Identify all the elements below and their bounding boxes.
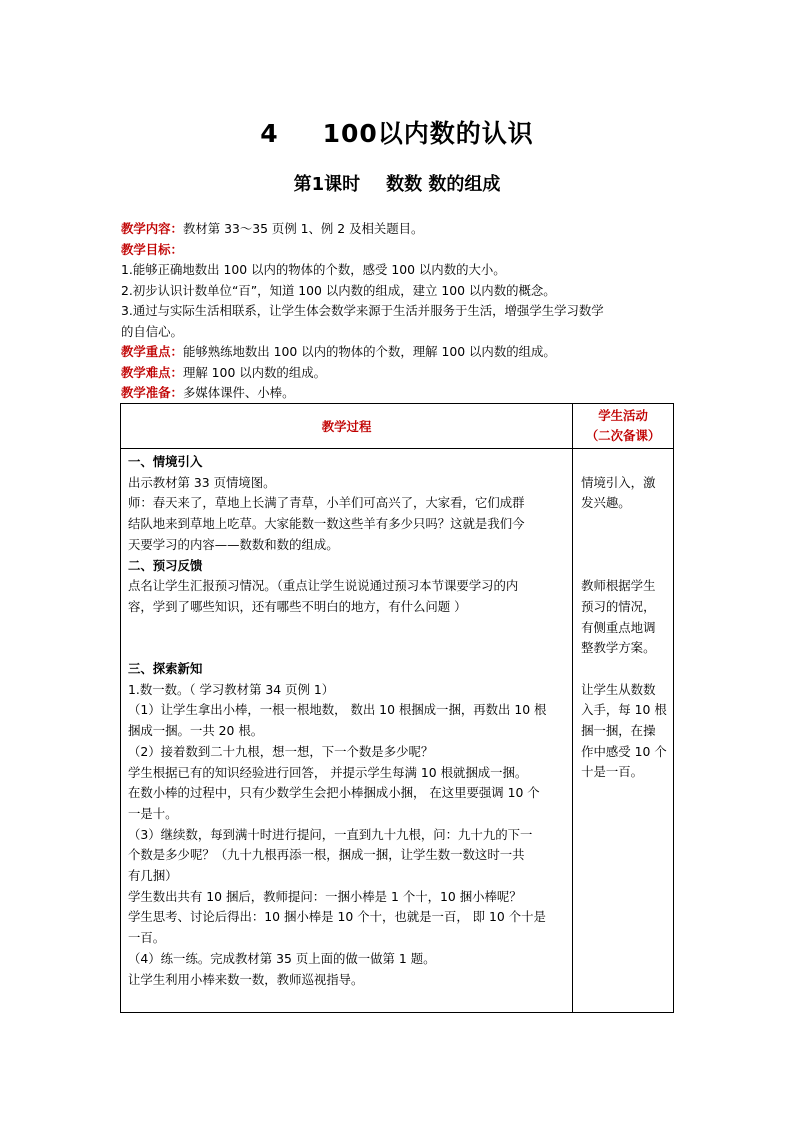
process-line: 有几捆） bbox=[128, 868, 178, 884]
process-line: 一是十。 bbox=[128, 805, 178, 821]
key-label: 教学重点： bbox=[121, 344, 183, 359]
goals-line bbox=[121, 240, 677, 261]
header-activity bbox=[573, 404, 674, 449]
process-line: 学生数出共有 10 捆后，教师提问：一捆小棒是 1 个十，10 捆小棒呢？ bbox=[128, 888, 522, 904]
activity-line: 入手，每 10 根 bbox=[581, 702, 667, 718]
goal-item: 2.初步认识计数单位“百”，知道 100 以内数的组成，建立 100 以内数的概念。 bbox=[121, 282, 556, 298]
section-title: 一、情境引入 bbox=[128, 454, 203, 469]
goals-label: 教学目标： bbox=[121, 241, 183, 257]
process-line: （1）让学生拿出小棒，一根一根地数， 数出 10 根捆成一捆，再数出 10 根 bbox=[128, 702, 547, 718]
difficulty-text: 理解 100 以内数的组成。 bbox=[182, 364, 326, 380]
prep-line bbox=[121, 383, 677, 404]
lesson-table bbox=[120, 403, 674, 1013]
process-line: 容，学到了哪些知识，还有哪些不明白的地方，有什么问题 ） bbox=[128, 598, 467, 614]
activity-line: 发兴趣。 bbox=[581, 495, 631, 511]
goal-item: 的自信心。 bbox=[121, 323, 183, 339]
lesson-subtitle bbox=[0, 170, 794, 196]
page-title bbox=[0, 114, 794, 150]
activity-line: 情境引入，激 bbox=[581, 474, 656, 490]
activity-line: 捆一捆，在操 bbox=[581, 723, 656, 739]
header-process: 教学过程 bbox=[121, 404, 573, 449]
activity-line: 整教学方案。 bbox=[581, 640, 656, 656]
prep-text: 多媒体课件、小棒。 bbox=[182, 385, 295, 400]
table-header-row bbox=[121, 404, 674, 449]
header-activity-note: （二次备课） bbox=[585, 428, 661, 443]
activity-line: 预习的情况， bbox=[581, 598, 656, 614]
chapter-title: 100以内数的认识 bbox=[322, 119, 534, 148]
process-line: （3）继续数，每到满十时进行提问，一直到九十九根，问：九十九的下一 bbox=[128, 826, 533, 842]
difficulty-line bbox=[121, 363, 677, 384]
activity-cell bbox=[573, 449, 674, 1013]
activity-line: 作中感受 10 个 bbox=[581, 743, 667, 759]
prep-label: 教学准备： bbox=[121, 385, 183, 400]
process-line: 1.数一数。（ 学习教材第 34 页例 1） bbox=[128, 681, 335, 697]
lesson-number: 第1课时 bbox=[293, 174, 361, 195]
process-line: 让学生利用小棒来数一数，教师巡视指导。 bbox=[128, 971, 364, 987]
process-line: 师：春天来了，草地上长满了青草，小羊们可高兴了，大家看，它们成群 bbox=[128, 495, 525, 511]
process-line: 天要学习的内容——数数和数的组成。 bbox=[128, 536, 339, 552]
key-text: 能够熟练地数出 100 以内的物体的个数，理解 100 以内数的组成。 bbox=[182, 344, 556, 359]
process-line: （4）练一练。完成教材第 35 页上面的做一做第 1 题。 bbox=[128, 950, 436, 966]
process-line: 出示教材第 33 页情境图。 bbox=[128, 474, 276, 490]
table-body-row bbox=[121, 449, 674, 1013]
content-label: 教学内容： bbox=[121, 221, 183, 236]
goal-item: 3.通过与实际生活相联系，让学生体会数学来源于生活并服务于生活，增强学生学习数学 bbox=[121, 303, 604, 318]
process-line: 学生思考、讨论后得出：10 捆小棒是 10 个十，也就是一百， 即 10 个十是 bbox=[128, 909, 546, 925]
content-line bbox=[121, 219, 677, 240]
section-title: 三、探索新知 bbox=[128, 661, 203, 676]
difficulty-label: 教学难点： bbox=[121, 364, 183, 380]
process-line: 捆成一捆。一共 20 根。 bbox=[128, 723, 264, 739]
activity-line: 教师根据学生 bbox=[581, 578, 656, 594]
process-line: 结队地来到草地上吃草。大家能数一数这些羊有多少只吗？这就是我们今 bbox=[128, 516, 525, 532]
process-line: 个数是多少呢？（九十九根再添一根，捆成一捆，让学生数一数这时一共 bbox=[128, 847, 525, 863]
section-title: 二、预习反馈 bbox=[128, 557, 203, 573]
header-activity-title: 学生活动 bbox=[598, 408, 648, 423]
process-cell bbox=[121, 449, 573, 1013]
activity-line: 让学生从数数 bbox=[581, 681, 656, 697]
chapter-number: 4 bbox=[260, 119, 279, 148]
activity-line: 十是一百。 bbox=[581, 764, 644, 780]
process-line: 在数小棒的过程中，只有少数学生会把小棒捆成小捆， 在这里要强调 10 个 bbox=[128, 785, 540, 801]
lesson-topic: 数数 数的组成 bbox=[386, 174, 501, 195]
process-line: 点名让学生汇报预习情况。（重点让学生说说通过预习本节课要学习的内 bbox=[128, 578, 519, 594]
activity-line: 有侧重点地调 bbox=[581, 619, 656, 635]
content-text: 教材第 33～35 页例 1、例 2 及相关题目。 bbox=[182, 221, 424, 236]
goal-item: 1.能够正确地数出 100 以内的物体的个数，感受 100 以内数的大小。 bbox=[121, 262, 506, 277]
key-line bbox=[121, 342, 677, 363]
lesson-intro bbox=[121, 219, 677, 404]
process-line: 学生根据已有的知识经验进行回答， 并提示学生每满 10 根就捆成一捆。 bbox=[128, 764, 528, 780]
process-line: （2）接着数到二十九根，想一想，下一个数是多少呢？ bbox=[128, 743, 434, 759]
process-line: 一百。 bbox=[128, 930, 166, 946]
